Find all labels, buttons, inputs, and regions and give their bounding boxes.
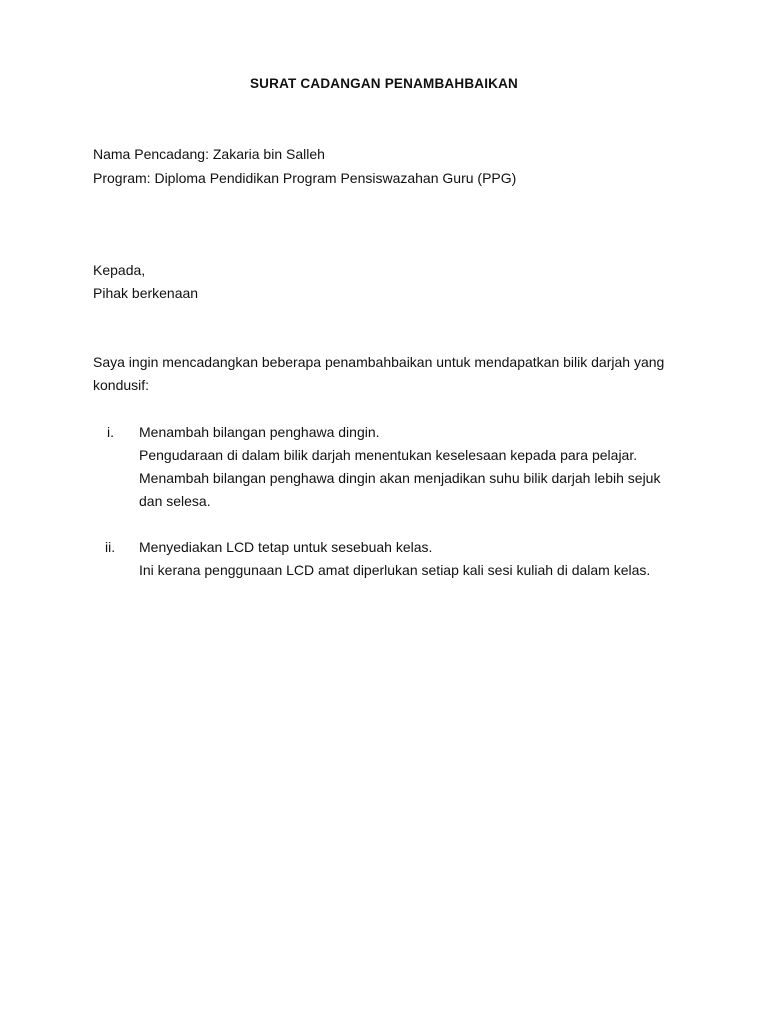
document-title: SURAT CADANGAN PENAMBAHBAIKAN [249, 76, 519, 91]
program-line: Program: Diploma Pendidikan Program Pensiswazahan Guru (PPG) [93, 170, 517, 186]
greeting-party: Pihak berkenaan [93, 285, 199, 301]
list-item-detail: Ini kerana penggunaan LCD amat diperlukan setiap kali sesi kuliah di dalam kelas. [139, 562, 651, 578]
greeting-recipient: Kepada, [93, 262, 146, 278]
list-item-number: i. [107, 424, 114, 440]
proposer-name-line: Nama Pencadang: Zakaria bin Salleh [93, 146, 325, 162]
list-item-detail: Menambah bilangan penghawa dingin akan menjadikan suhu bilik darjah lebih sejuk [139, 470, 661, 486]
list-item-number: ii. [105, 539, 116, 555]
list-item-detail: dan selesa. [139, 493, 211, 509]
intro-line-2: kondusif: [93, 377, 150, 393]
list-item-detail: Pengudaraan di dalam bilik darjah menentukan keselesaan kepada para pelajar. [139, 447, 638, 463]
list-item-heading: Menambah bilangan penghawa dingin. [139, 424, 380, 440]
intro-line-1: Saya ingin mencadangkan beberapa penambahbaikan untuk mendapatkan bilik darjah yang [93, 354, 665, 370]
list-item-heading: Menyediakan LCD tetap untuk sesebuah kelas. [139, 539, 433, 555]
